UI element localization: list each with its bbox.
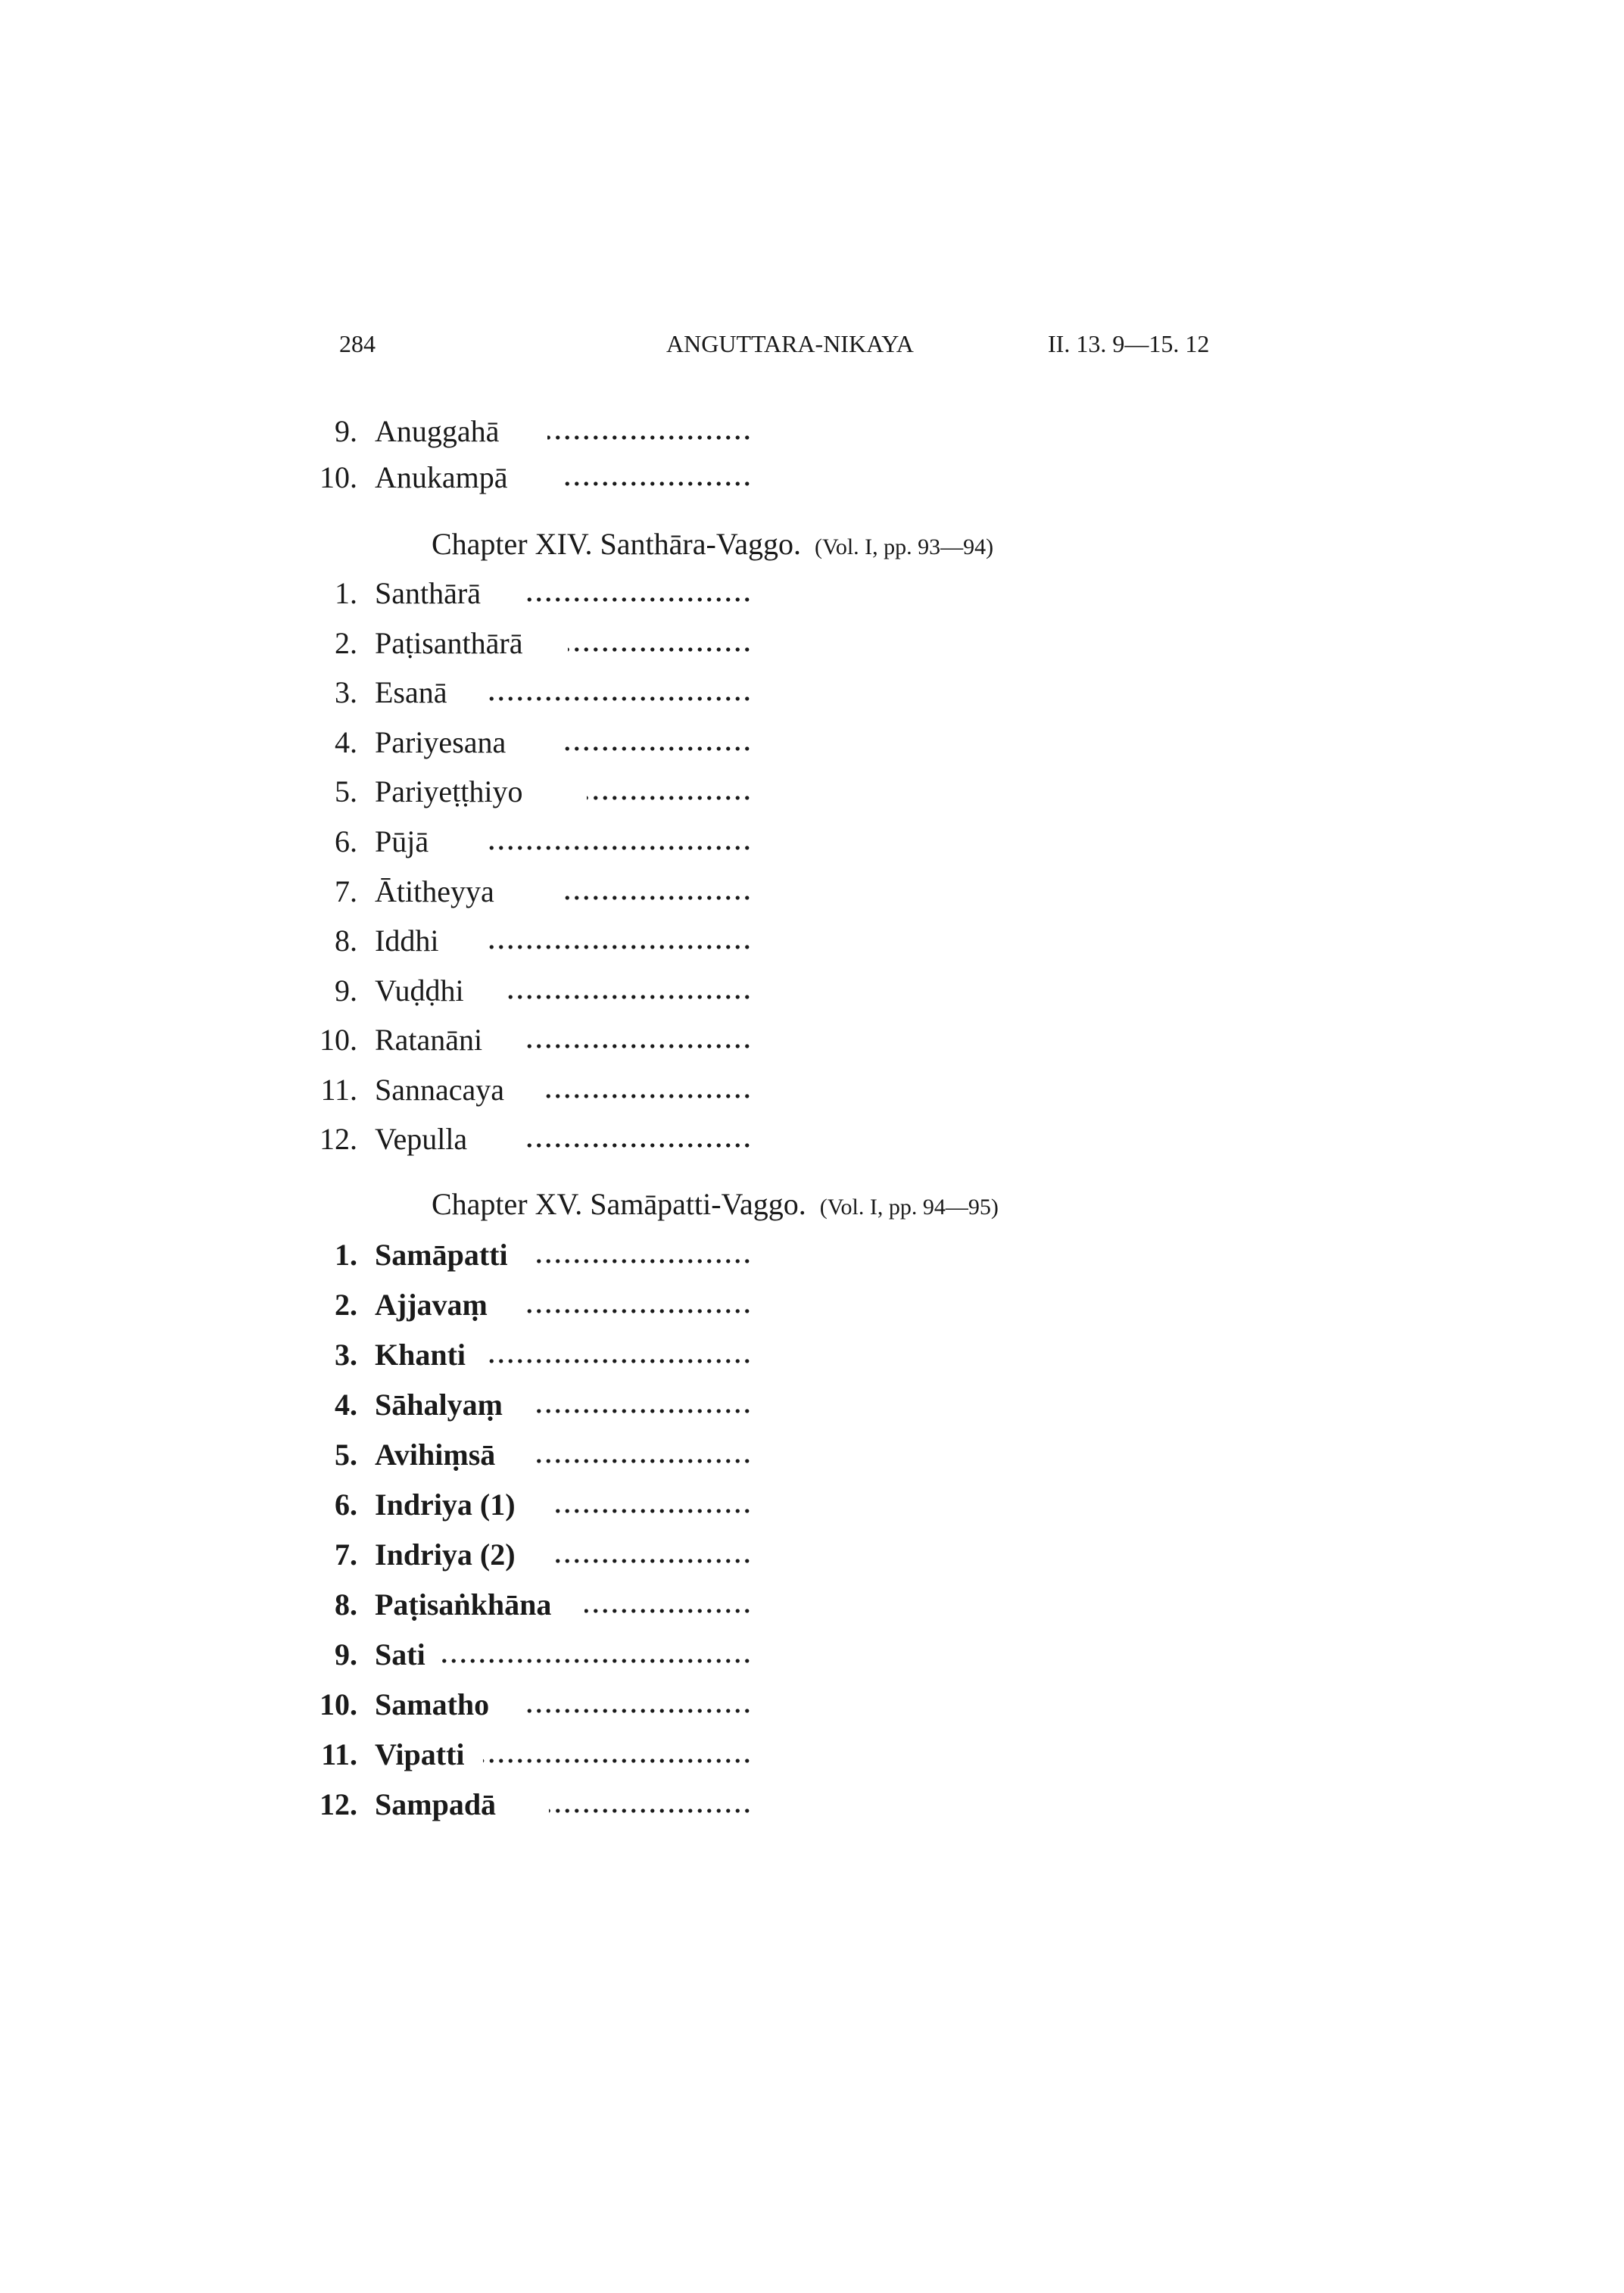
entry-number: 2.: [335, 626, 357, 660]
entry-number: 9.: [335, 414, 357, 448]
entry-name: Avihiṃsā: [375, 1438, 496, 1472]
dot-leader: [526, 597, 752, 602]
page-number: 284: [339, 330, 376, 357]
dot-leader: [486, 696, 752, 701]
entry-name: Vepulla: [375, 1122, 468, 1156]
entry-name: Vuḍḍhi: [375, 974, 464, 1008]
chapter-heading: [432, 1185, 999, 1226]
dot-leader: [564, 896, 752, 900]
entry-name: Esanā: [375, 675, 447, 709]
entry-number: 8.: [335, 1587, 357, 1622]
entry-name: Samatho: [375, 1687, 490, 1721]
chapter-title: Chapter XV. Samāpatti-Vaggo.: [432, 1187, 806, 1221]
entry-number: 10.: [320, 1023, 357, 1057]
entry-name: Paṭisaṅkhāna: [375, 1587, 552, 1622]
entry-name: Pariyeṭṭhiyo: [375, 774, 523, 808]
entry-number: 9.: [335, 1637, 357, 1671]
entry-number: 8.: [335, 924, 357, 958]
entry-name: Ātitheyya: [375, 874, 494, 908]
entry-number: 1.: [335, 1238, 357, 1272]
entry-name: Sāhalyaṃ: [375, 1388, 503, 1422]
dot-leader: [507, 995, 752, 999]
dot-leader: [524, 1309, 752, 1313]
dot-leader: [547, 435, 752, 440]
section-reference: II. 13. 9—15. 12: [1048, 330, 1210, 357]
entry-number: 7.: [335, 874, 357, 908]
chapter-heading: [432, 525, 993, 566]
entry-number: 11.: [321, 1737, 357, 1771]
dot-leader: [564, 481, 752, 486]
dot-leader: [568, 647, 752, 652]
entry-name: Samāpatti: [375, 1238, 508, 1272]
dot-leader: [441, 1659, 752, 1663]
entry-number: 6.: [335, 1488, 357, 1522]
dot-leader: [486, 945, 752, 949]
entry-number: 12.: [320, 1787, 357, 1821]
entry-name: Iddhi: [375, 924, 439, 958]
entry-number: 4.: [335, 725, 357, 759]
dot-leader: [531, 1459, 752, 1463]
entry-name: Pūjā: [375, 824, 429, 858]
entry-name: Ajjavaṃ: [375, 1288, 488, 1322]
dot-leader: [531, 1409, 752, 1413]
entry-number: 7.: [335, 1537, 357, 1572]
running-header: [0, 330, 1624, 360]
entry-name: Indriya (2): [375, 1537, 516, 1572]
entry-name: Ratanāni: [375, 1023, 483, 1057]
entry-name: Paṭisanthārā: [375, 626, 523, 660]
dot-leader: [551, 1559, 752, 1563]
dot-leader: [483, 1759, 752, 1763]
entry-name: Sampadā: [375, 1787, 497, 1821]
dot-leader: [551, 1509, 752, 1513]
entry-number: 5.: [335, 1438, 357, 1472]
entry-name: Sati: [375, 1637, 425, 1671]
dot-leader: [541, 1094, 752, 1098]
entry-name: Vipatti: [375, 1737, 465, 1771]
dot-leader: [522, 1044, 752, 1048]
volume-reference: (Vol. I, pp. 93—94): [815, 534, 994, 559]
dot-leader: [564, 746, 752, 751]
dot-leader: [522, 1709, 752, 1713]
entry-name: Khanti: [375, 1338, 466, 1372]
entry-number: 11.: [320, 1073, 357, 1107]
entry-number: 6.: [335, 824, 357, 858]
entry-name: Indriya (1): [375, 1488, 516, 1522]
entry-name: Pariyesana: [375, 725, 507, 759]
dot-leader: [485, 1359, 752, 1363]
entry-number: 12.: [320, 1122, 357, 1156]
entry-number: 5.: [335, 774, 357, 808]
entry-number: 10.: [320, 460, 357, 494]
volume-reference: (Vol. I, pp. 94—95): [819, 1195, 999, 1220]
entry-number: 3.: [335, 675, 357, 709]
entry-name: Anukampā: [375, 460, 508, 494]
dot-leader: [531, 1259, 752, 1263]
entry-number: 4.: [335, 1388, 357, 1422]
entry-name: Sannacaya: [375, 1073, 505, 1107]
dot-leader: [549, 1809, 752, 1813]
entry-number: 1.: [335, 576, 357, 610]
entry-number: 9.: [335, 974, 357, 1008]
dot-leader: [485, 846, 752, 850]
entry-number: 10.: [320, 1687, 357, 1721]
entry-name: Anuggahā: [375, 414, 500, 448]
entry-number: 2.: [335, 1288, 357, 1322]
dot-leader: [526, 1143, 752, 1148]
entry-number: 3.: [335, 1338, 357, 1372]
entry-name: Santhārā: [375, 576, 481, 610]
running-title: ANGUTTARA-NIKAYA: [666, 330, 914, 357]
dot-leader: [584, 1609, 752, 1613]
dot-leader: [587, 796, 752, 800]
chapter-title: Chapter XIV. Santhāra-Vaggo.: [432, 527, 802, 561]
